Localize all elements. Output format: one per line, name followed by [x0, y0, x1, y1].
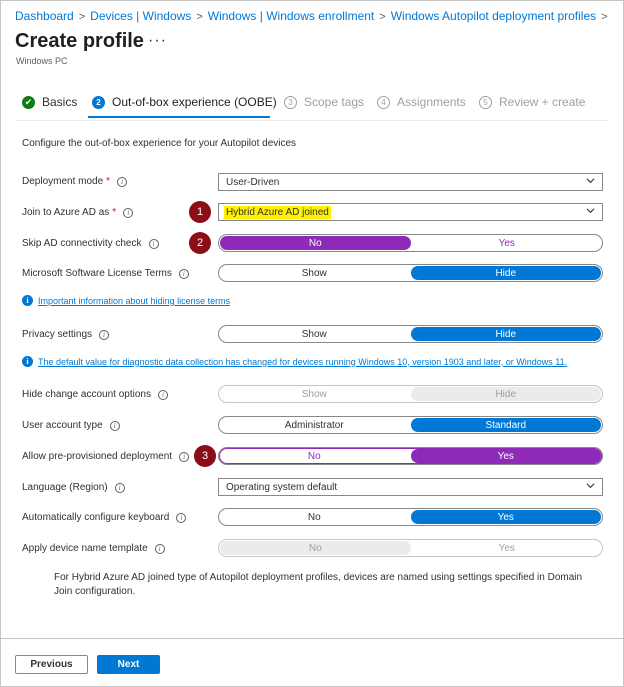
breadcrumb-dashboard[interactable]: Dashboard [15, 9, 74, 23]
toggle-option-yes[interactable]: Yes [498, 237, 515, 249]
dropdown-value: Operating system default [226, 481, 338, 493]
toggle-option-no[interactable]: No [307, 511, 321, 523]
info-filled-icon: i [22, 295, 33, 306]
preprovisioned-toggle[interactable] [218, 447, 603, 465]
annotation-marker-3: 3 [194, 445, 216, 467]
breadcrumb-separator-icon: > [78, 11, 86, 23]
deployment-mode-dropdown[interactable] [218, 173, 603, 191]
device-name-template-toggle [218, 539, 603, 557]
step-review-create[interactable] [479, 95, 585, 109]
more-options-icon[interactable]: ··· [148, 32, 167, 49]
info-icon[interactable]: i [176, 513, 186, 523]
step-oobe[interactable] [92, 95, 277, 109]
breadcrumb-separator-icon: > [196, 11, 203, 23]
toggle-option-show[interactable]: Show [301, 328, 327, 340]
toggle-option-show[interactable]: Show [301, 267, 327, 279]
step-number-icon: 4 [377, 96, 390, 109]
chevron-down-icon [586, 206, 595, 215]
hide-change-account-label [22, 389, 168, 400]
info-icon[interactable]: i [123, 208, 133, 218]
toggle-option-yes[interactable]: Yes [411, 449, 602, 463]
label-text: Join to Azure AD as [22, 207, 110, 218]
intro-text: Configure the out-of-box experience for your Autopilot devices [22, 138, 297, 149]
checkmark-icon: ✔ [22, 96, 35, 109]
previous-button[interactable]: Previous [15, 655, 88, 674]
step-label: Review + create [499, 95, 586, 109]
toggle-option-administrator[interactable]: Administrator [284, 419, 344, 431]
info-icon[interactable]: i [115, 483, 125, 493]
footer-divider [0, 638, 624, 639]
license-terms-label [22, 268, 189, 279]
toggle-option-no[interactable]: No [307, 450, 321, 462]
page-title: Create profile [15, 30, 144, 52]
step-label: Out-of-box experience (OOBE) [112, 95, 277, 109]
info-icon[interactable]: i [149, 239, 159, 249]
step-number-icon: 3 [284, 96, 297, 109]
device-name-template-label [22, 543, 165, 554]
join-azure-label [22, 207, 133, 218]
toggle-option-yes[interactable]: Yes [411, 510, 602, 524]
label-text: Skip AD connectivity check [22, 238, 142, 249]
join-azure-dropdown[interactable] [218, 203, 603, 221]
required-marker: * [112, 207, 117, 218]
label-text: Hide change account options [22, 389, 151, 400]
info-filled-icon: i [22, 356, 33, 367]
breadcrumb-separator-icon: > [601, 11, 608, 23]
preprovisioned-label [22, 451, 189, 462]
label-text: Allow pre-provisioned deployment [22, 451, 173, 462]
dropdown-value: Hybrid Azure AD joined [226, 206, 329, 218]
info-icon[interactable]: i [99, 330, 109, 340]
device-name-note: For Hybrid Azure AD joined type of Autopilot deployment profiles, devices are named using settings specified in Domain Join configuration. [54, 572, 583, 597]
breadcrumb-windows-enrollment[interactable]: Windows | Windows enrollment [207, 9, 375, 23]
breadcrumb [15, 9, 613, 23]
skip-ad-toggle[interactable] [218, 234, 603, 252]
breadcrumb-devices-windows[interactable]: Devices | Windows [90, 9, 192, 23]
auto-keyboard-toggle[interactable] [218, 508, 603, 526]
annotation-marker-2: 2 [189, 232, 211, 254]
privacy-info-banner [22, 356, 567, 367]
toggle-option-standard[interactable]: Standard [411, 418, 602, 432]
toggle-option-hide[interactable]: Hide [411, 266, 602, 280]
active-step-indicator [88, 116, 270, 118]
chevron-down-icon [586, 176, 595, 185]
chevron-down-icon [586, 481, 595, 490]
step-label: Scope tags [304, 95, 365, 109]
step-number-icon: 5 [479, 96, 492, 109]
label-text: Automatically configure keyboard [22, 512, 170, 523]
label-text: Language (Region) [22, 482, 108, 493]
label-text: Privacy settings [22, 329, 93, 340]
annotation-marker-1: 1 [189, 201, 211, 223]
label-text: Microsoft Software License Terms [22, 268, 172, 279]
dropdown-value: User-Driven [226, 176, 280, 188]
auto-keyboard-label [22, 512, 186, 523]
privacy-info-link[interactable]: The default value for diagnostic data collection has changed for devices running Windows 10, version 1903 and later, or Windows 11. [38, 356, 568, 367]
label-text: Apply device name template [22, 543, 148, 554]
language-label [22, 482, 125, 493]
info-icon[interactable]: i [117, 177, 127, 187]
toggle-option-yes: Yes [498, 542, 515, 554]
privacy-label [22, 329, 109, 340]
license-info-banner [22, 295, 230, 306]
page-subtitle: Windows PC [16, 56, 68, 66]
deployment-mode-label [22, 176, 127, 187]
user-account-type-toggle[interactable] [218, 416, 603, 434]
toggle-option-hide[interactable]: Hide [411, 327, 602, 341]
divider [15, 120, 609, 121]
step-basics[interactable] [22, 95, 77, 109]
info-icon[interactable]: i [179, 269, 189, 279]
toggle-option-hide: Hide [411, 387, 602, 401]
license-terms-toggle[interactable] [218, 264, 603, 282]
info-icon[interactable]: i [179, 452, 189, 462]
next-button[interactable]: Next [97, 655, 160, 674]
privacy-toggle[interactable] [218, 325, 603, 343]
breadcrumb-separator-icon: > [379, 11, 386, 23]
label-text: User account type [22, 420, 103, 431]
user-account-type-label [22, 420, 120, 431]
breadcrumb-autopilot-profiles[interactable]: Windows Autopilot deployment profiles [390, 9, 597, 23]
toggle-option-no[interactable]: No [220, 236, 411, 250]
skip-ad-label [22, 238, 159, 249]
step-label: Assignments [397, 95, 466, 109]
hide-change-account-toggle [218, 385, 603, 403]
license-info-link[interactable]: Important information about hiding license terms [38, 295, 231, 306]
step-number-icon: 2 [92, 96, 105, 109]
language-dropdown[interactable] [218, 478, 603, 496]
required-marker: * [106, 176, 111, 187]
info-icon[interactable]: i [158, 390, 168, 400]
step-scope-tags[interactable] [284, 95, 364, 109]
step-label: Basics [42, 95, 78, 109]
toggle-option-no: No [220, 541, 411, 555]
step-assignments[interactable] [377, 95, 466, 109]
toggle-option-show: Show [301, 388, 327, 400]
info-icon[interactable]: i [110, 421, 120, 431]
info-icon[interactable]: i [155, 544, 165, 554]
label-text: Deployment mode [22, 176, 104, 187]
